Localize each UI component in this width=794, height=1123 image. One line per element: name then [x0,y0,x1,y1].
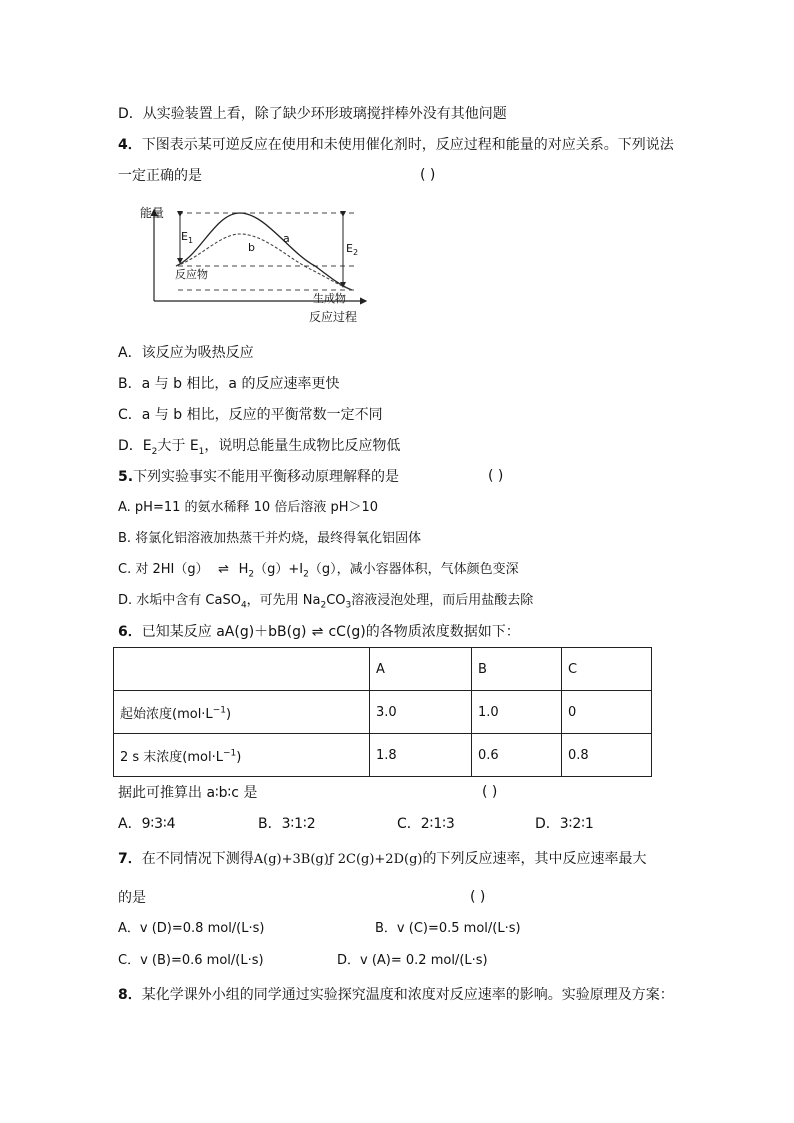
q7-stem: 7．在不同情况下测得A(g)+3B(g)ƒ 2C(g)+2D(g)的下列反应速率，其中反应速率最大 [118,851,647,867]
product-label: 生成物 [313,292,346,305]
table-row [114,648,652,691]
table-row [114,691,652,734]
q3-option-d: D．从实验装置上看，除了缺少环形玻璃搅拌棒外没有其他问题 [118,106,507,122]
energy-diagram [140,198,385,326]
q4-stem-line2: 一定正确的是 [118,168,202,184]
q6-option-d: D．3∶2∶1 [535,816,594,832]
curve-a-label: a [283,232,290,245]
table-cell: 1.8 [370,734,472,777]
table-cell: 2 s 末浓度$(mol\cdot L^{-1})$ [114,734,370,777]
equilibrium-arrow-icon: ⇌ [311,624,324,640]
e2-label: $E_2$ [346,242,359,257]
q7-equation: A(g)+3B(g)ƒ 2C(g)+2D(g) [253,852,423,867]
q7-option-a: A．v (D)=0.8 mol/(L·s) [118,921,265,936]
q5-option-b: B. 将氯化铝溶液加热蒸干并灼烧，最终得氧化铝固体 [118,531,422,546]
q7-option-c: C．v (B)=0.6 mol/(L·s) [118,953,264,968]
q6-option-b: B．3∶1∶2 [258,816,316,832]
table-cell: A [370,648,472,691]
y-axis-label: 能量 [140,206,165,220]
equilibrium-arrow-icon: ⇌ [218,562,230,577]
curve-b-label: b [248,241,255,254]
q5-stem: 5.下列实验事实不能用平衡移动原理解释的是 [118,469,400,485]
q5-option-d: D. 水垢中含有 CaSO$_4$，可先用 $Na_2CO_3$溶液浸泡处理，而后用盐酸去除 [118,593,534,611]
table-cell: 3.0 [370,691,472,734]
q4-number: 4． [118,137,142,153]
q6-infer: 据此可推算出 a∶b∶c 是 [118,785,258,801]
q5-option-c: C. 对 2HI（g） ⇌ $H_2(g)+I_2(g)$，减小容器体积，气体颜色变深 [118,562,519,580]
table-cell: 1.0 [472,691,562,734]
table-cell: B [472,648,562,691]
q5-option-a: A. pH=11 的氨水稀释 10 倍后溶液 pH＞10 [118,500,379,515]
q6-option-a: A．9∶3∶4 [118,816,176,832]
table-cell: C [562,648,652,691]
q4-option-c: C．a 与 b 相比，反应的平衡常数一定不同 [118,407,383,423]
q8-stem: 8．某化学课外小组的同学通过实验探究温度和浓度对反应速率的影响。实验原理及方案： [118,987,674,1003]
q4-stem-line1 [118,136,674,154]
e1-label: $E_1$ [181,230,194,245]
concentration-table [113,647,652,777]
q7-option-d: D．v (A)= 0.2 mol/(L·s) [337,953,488,968]
q7-answer-paren: ( ) [470,889,486,905]
q7-stem-line2: 的是 [118,890,146,906]
q8-number: 8． [118,987,142,1003]
q6-number: 6． [118,624,142,640]
q4-answer-paren: ( ) [420,167,436,183]
table-row [114,734,652,777]
q6-option-c: C．2∶1∶3 [397,816,455,832]
table-cell [114,648,370,691]
x-axis-label: 反应过程 [309,310,358,324]
q5-number: 5. [118,469,134,485]
q4-option-b: B．a 与 b 相比，a 的反应速率更快 [118,376,340,392]
q6-stem: 6．已知某反应 aA(g)＋bB(g) ⇌ cC(g)的各物质浓度数据如下： [118,624,520,640]
q5-answer-paren: ( ) [488,468,504,484]
q6-answer-paren: ( ) [482,784,498,800]
table-cell: 0 [562,691,652,734]
table-cell: 0.8 [562,734,652,777]
table-cell: 起始浓度$(mol\cdot L^{-1})$ [114,691,370,734]
q4-option-d: D．$E_2$大于 $E_1$，说明总能量生成物比反应物低 [118,438,401,457]
reactant-label: 反应物 [175,268,208,281]
table-cell: 0.6 [472,734,562,777]
q7-number: 7． [118,851,142,867]
q7-option-b: B．v (C)=0.5 mol/(L·s) [375,921,521,936]
q4-stem-text1: 下图表示某可逆反应在使用和未使用催化剂时，反应过程和能量的对应关系。下列说法 [141,137,674,153]
q4-option-a: A．该反应为吸热反应 [118,345,254,361]
